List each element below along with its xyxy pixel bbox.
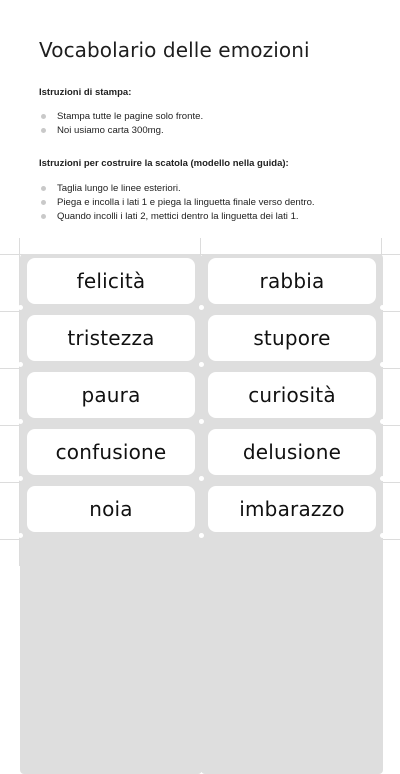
emotion-card [208, 315, 376, 361]
emotion-card [27, 372, 195, 418]
punch-hole [18, 476, 23, 481]
list-item: Noi usiamo carta 300mg. [39, 124, 203, 138]
print-instructions-heading: Istruzioni di stampa: [39, 87, 132, 98]
punch-hole [18, 533, 23, 538]
emotion-word: delusione [242, 440, 342, 464]
box-instructions-heading: Istruzioni per costruire la scatola (modello nella guida): [39, 158, 289, 169]
bullet-icon [41, 186, 46, 191]
punch-hole [380, 533, 385, 538]
emotion-word: felicità [76, 269, 146, 293]
card-column-right [201, 254, 383, 774]
bullet-icon [41, 128, 46, 133]
box-instructions-list [39, 182, 315, 224]
bullet-icon [41, 200, 46, 205]
emotion-card [208, 372, 376, 418]
punch-hole [199, 419, 204, 424]
page-title: Vocabolario delle emozioni [39, 38, 310, 62]
emotion-card [27, 429, 195, 475]
punch-hole [380, 476, 385, 481]
emotion-card [27, 258, 195, 304]
punch-hole [380, 419, 385, 424]
punch-hole [18, 419, 23, 424]
punch-hole [199, 533, 204, 538]
punch-hole [18, 305, 23, 310]
emotion-word: tristezza [67, 326, 155, 350]
punch-hole [18, 362, 23, 367]
emotion-word: paura [81, 383, 141, 407]
emotion-word: imbarazzo [239, 497, 345, 521]
emotion-word: confusione [55, 440, 167, 464]
emotion-word: stupore [253, 326, 331, 350]
bullet-icon [41, 214, 46, 219]
emotion-card [27, 486, 195, 532]
punch-hole [380, 305, 385, 310]
list-item: Piega e incolla i lati 1 e piega la linguetta finale verso dentro. [39, 196, 315, 210]
card-sheet [0, 238, 400, 566]
list-item: Taglia lungo le linee esteriori. [39, 182, 315, 196]
punch-hole [199, 362, 204, 367]
card-column-left [20, 254, 202, 774]
list-item: Stampa tutte le pagine solo fronte. [39, 110, 203, 124]
emotion-card [208, 258, 376, 304]
emotion-word: curiosità [248, 383, 336, 407]
punch-hole [199, 476, 204, 481]
punch-hole [199, 305, 204, 310]
emotion-word: rabbia [259, 269, 325, 293]
list-item: Quando incolli i lati 2, mettici dentro la linguetta dei lati 1. [39, 210, 315, 224]
emotion-card [27, 315, 195, 361]
punch-hole [380, 362, 385, 367]
print-instructions-list [39, 110, 203, 138]
emotion-card [208, 429, 376, 475]
emotion-card [208, 486, 376, 532]
emotion-word: noia [89, 497, 133, 521]
bullet-icon [41, 114, 46, 119]
